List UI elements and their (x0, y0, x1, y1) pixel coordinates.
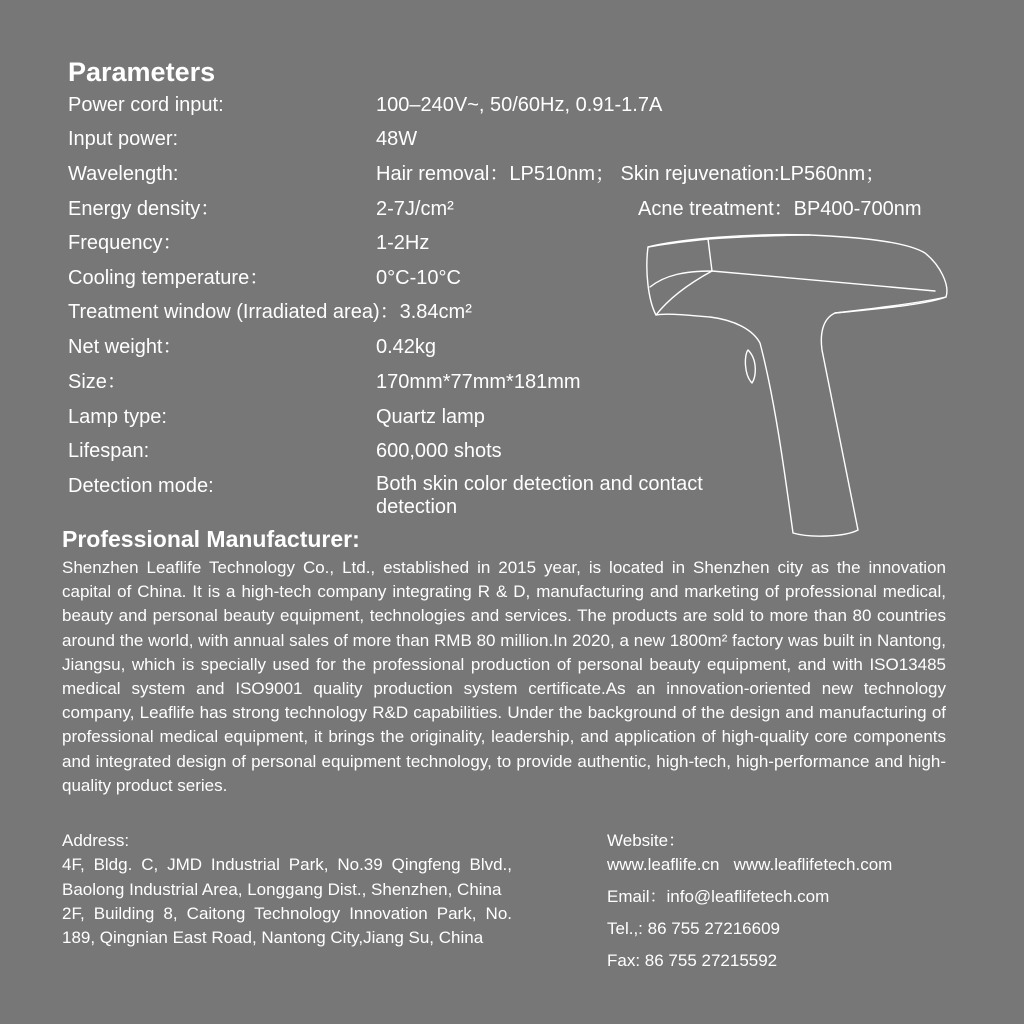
param-label: Size： (68, 371, 127, 393)
param-value: 600,000 shots (376, 440, 502, 462)
param-wavelength-acne: Acne treatment：BP400-700nm (638, 198, 922, 220)
param-label: Net weight： (68, 336, 183, 358)
param-value: Quartz lamp (376, 406, 485, 428)
website-label: Website： (607, 831, 686, 850)
fax-text: Fax: 86 755 27215592 (607, 951, 778, 970)
param-value: 0°C-10°C (376, 267, 461, 289)
param-value: 0.42kg (376, 336, 437, 358)
param-value: 2-7J/cm² (376, 198, 454, 220)
email-text[interactable]: Email：info@leaflifetech.com (607, 887, 830, 906)
param-value: 1-2Hz (376, 232, 430, 254)
param-label: Power cord input: (68, 94, 224, 116)
address-label: Address: (62, 831, 130, 850)
ipl-device-icon (640, 225, 960, 545)
param-label: Frequency： (68, 232, 183, 254)
param-label: Cooling temperature： (68, 267, 270, 289)
param-value: 3.84cm² (399, 301, 472, 323)
param-label: Treatment window (Irradiated area)： (68, 301, 400, 323)
param-label: Wavelength: (68, 163, 179, 185)
address-block (62, 829, 512, 950)
website-links[interactable]: www.leaflife.cn www.leaflifetech.com (607, 855, 893, 874)
address-line: 4F, Bldg. C, JMD Industrial Park, No.39 Qingfeng Blvd., Baolong Industrial Area, Longgang Dist., Shenzhen, China (62, 855, 512, 899)
param-value: Hair removal：LP510nm； Skin rejuvenation:LP560nm； (376, 163, 886, 185)
tel-text: Tel.,: 86 755 27216609 (607, 919, 780, 938)
param-label: Lamp type: (68, 406, 167, 428)
company-description: Shenzhen Leaflife Technology Co., Ltd., established in 2015 year, is located in Shenzhen city as the innovation capital of China. It is a high-tech company integrating R & D, manufacturing and marketing of professional medical, beauty and personal beauty equipment, technologies and services. The products are sold to more than 80 countries around the world, with annual sales of more than RMB 80 million.In 2020, a new 1800m² factory was built in Nantong, Jiangsu, which is specially used for the professional production of personal beauty equipment, and with ISO13485 medical system and ISO9001 quality production system certificate.As an innovation-oriented new technology company, Leaflife has strong technology R&D capabilities. Under the background of the design and manufacturing of professional medical equipment, it brings the originality, leadership, and application of high-quality core components and integrated design of personal equipment technology, to provide authentic, high-tech, high-performance and high-quality product series. (62, 558, 946, 795)
address-line: 2F, Building 8, Caitong Technology Innovation Park, No. 189, Qingnian East Road, Nantong City,Jiang Su, China (62, 903, 512, 948)
param-value: 100–240V~, 50/60Hz, 0.91-1.7A (376, 94, 663, 116)
param-treatment-window (68, 299, 472, 325)
parameters-title: Parameters (68, 57, 216, 87)
param-label: Lifespan: (68, 440, 150, 462)
param-label: Detection mode: (68, 475, 214, 497)
param-value-detection: Both skin color detection and contact detection (376, 473, 703, 518)
param-value: 170mm*77mm*181mm (376, 371, 581, 393)
manufacturer-title: Professional Manufacturer: (62, 526, 360, 552)
param-label: Input power: (68, 128, 179, 150)
param-label: Energy density： (68, 198, 221, 220)
param-value: 48W (376, 128, 418, 150)
